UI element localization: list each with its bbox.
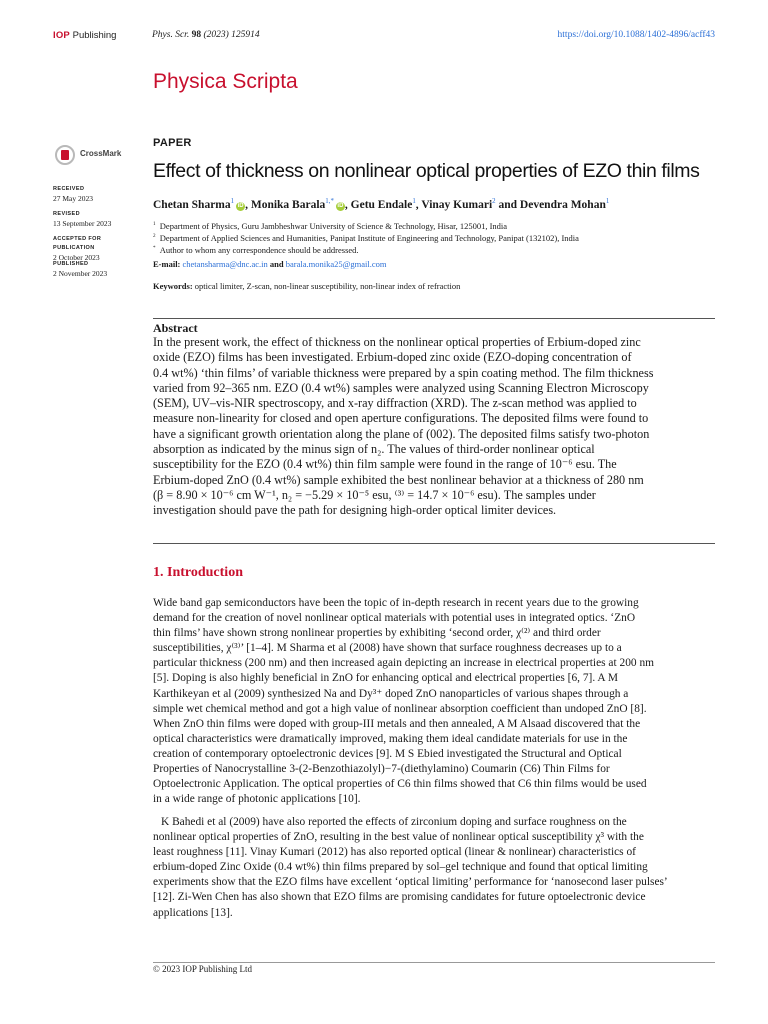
email-line	[153, 259, 715, 269]
abstract-line: (SEM), UV–vis-NIR spectroscopy, and x-ray diffraction (XRD). The z-scan method was applied to	[153, 396, 637, 411]
abstract-line: investigation should pave the path for designing high-order optical limiter devices.	[153, 503, 557, 518]
email-link[interactable]: barala.monika25@gmail.com	[285, 259, 387, 269]
email-link[interactable]: chetansharma@dnc.ac.in	[182, 259, 268, 269]
history-label: ACCEPTED FOR PUBLICATION	[53, 236, 102, 251]
affiliation-text: Author to whom any correspondence should be addressed.	[159, 245, 359, 255]
correspondence-note	[153, 244, 715, 256]
history-date: 2 October 2023	[53, 253, 100, 262]
affiliation-mark[interactable]: 1	[230, 198, 235, 206]
abstract-line: 0.4 wt%) ‘thin films’ of variable thickness were prepared by a spin coating method. The film thickness	[153, 365, 654, 380]
copyright: © 2023 IOP Publishing Ltd	[153, 964, 253, 974]
body-line: optical characteristics were dramatically improved, making them ideal candidate materials for use in the	[153, 732, 628, 745]
body-line: experiments show that the EZO films have excellent ‘optical limiting’ performance for ‘nanosecond laser pulses’	[153, 876, 668, 889]
affiliation-text: Department of Applied Sciences and Humanities, Panipat Institute of Engineering and Technology, Panipat (132102), India	[159, 233, 579, 243]
affiliation-mark: 2	[153, 233, 156, 240]
affiliation-mark[interactable]: 1	[412, 198, 416, 206]
body-line: K Bahedi et al (2009) have also reported the effects of zirconium doping and surface roughness on the	[161, 816, 627, 828]
author-separator: ,	[344, 199, 351, 211]
email-joiner: and	[267, 259, 286, 269]
abstract-line: (β = 8.90 × 10⁻⁶ cm W⁻¹, n₂ = −5.29 × 10⁻⁵ esu, ⁽³⁾ = 14.7 × 10⁻⁶ esu). The samples under	[153, 487, 596, 502]
affiliation-2	[153, 232, 715, 244]
body-line: Karthikeyan et al (2009) synthesized Na and Dy³⁺ doped ZnO nanoparticles of various shapes through a	[153, 687, 629, 700]
body-line: applications [13].	[153, 906, 233, 919]
history-date: 2 November 2023	[53, 269, 108, 278]
affiliation-1	[153, 220, 715, 232]
body-line: nonlinear optical properties of ZnO, resulting in the best value of nonlinear optical susceptibility χ³ with the	[153, 831, 644, 844]
publisher-logo[interactable]	[53, 30, 116, 41]
abstract-bottom-rule	[153, 543, 715, 544]
author-name[interactable]: Getu Endale	[350, 199, 413, 211]
crossmark-badge[interactable]	[53, 143, 123, 167]
abstract-line: Erbium-doped ZnO (0.4 wt%) sample exhibited the best nonlinear behavior at a thickness of 280 nm	[153, 472, 644, 487]
keywords-text: optical limiter, Z-scan, non-linear susceptibility, non-linear index of refraction	[192, 281, 461, 291]
email-label: E-mail:	[153, 259, 181, 269]
author-name[interactable]: Vinay Kumari	[421, 199, 493, 211]
body-line: [12]. Zi-Wen Chen has also shown that EZO films are promising candidates for future optoelectronic device	[153, 891, 646, 904]
history-accepted	[53, 235, 133, 262]
author-list	[153, 199, 715, 211]
abstract-top-rule	[153, 318, 715, 319]
affiliation-mark[interactable]: 1	[605, 198, 610, 206]
affiliation-mark: *	[153, 245, 156, 252]
citation	[152, 30, 260, 40]
body-line: creation of contemporary optoelectronic devices [9]. M S Ebied investigated the Structural and Optical	[153, 747, 622, 760]
body-line: [5]. Doping is also highly beneficial in ZnO for enhancing optical and electrical properties [6, 7]. A M	[153, 672, 618, 685]
body-line: susceptibilities, χ⁽³⁾’ [1–4]. M Sharma et al (2008) have shown that surface roughness decreases up to a	[153, 642, 622, 655]
paper-type: PAPER	[153, 137, 192, 149]
article-title: Effect of thickness on nonlinear optical properties of EZO thin films	[153, 160, 700, 182]
affiliation-text: Department of Physics, Guru Jambheshwar University of Science & Technology, Hisar, 125001, India	[159, 221, 508, 231]
citation-rest: (2023) 125914	[201, 30, 260, 40]
orcid-icon[interactable]: iD	[237, 203, 244, 209]
doi-link[interactable]: https://doi.org/10.1088/1402-4896/acff43	[557, 30, 715, 40]
keywords-line	[153, 281, 715, 291]
author-name[interactable]: Devendra Mohan	[519, 199, 606, 211]
intro-paragraph-2	[153, 815, 715, 921]
affiliation-mark[interactable]: 2	[492, 198, 496, 206]
abstract-line: In the present work, the effect of thickness on the nonlinear optical properties of Erbium-doped zinc	[153, 335, 641, 349]
journal-title[interactable]: Physica Scripta	[153, 70, 298, 93]
publisher-logo-iop: IOP	[53, 30, 70, 41]
crossmark-icon	[55, 145, 75, 165]
intro-paragraph-1	[153, 596, 715, 807]
abstract-line: varied from 92–365 nm. EZO (0.4 wt%) samples were analyzed using Scanning Electron Microscopy	[153, 380, 649, 395]
author-name[interactable]: Chetan Sharma	[153, 199, 231, 211]
history-date: 13 September 2023	[53, 219, 112, 228]
keywords-label: Keywords:	[153, 281, 193, 291]
citation-volume: 98	[191, 30, 202, 40]
history-date: 27 May 2023	[53, 194, 93, 203]
body-line: When ZnO thin films were doped with group-III metals and then annealed, A M Alsaad discovered that the	[153, 717, 641, 730]
body-line: erbium-doped Zinc Oxide (0.4 wt%) thin films prepared by sol–gel technique and found that optical limiting	[153, 861, 648, 874]
publisher-logo-text: Publishing	[69, 30, 117, 41]
body-line: Optoelectronic Application. The optical properties of C6 thin films showed that C6 thin films would be used	[153, 778, 647, 791]
history-received	[53, 185, 133, 203]
affiliation-mark[interactable]: 1,*	[325, 198, 334, 206]
history-label: REVISED	[53, 211, 80, 217]
crossmark-label: CrossMark	[80, 149, 122, 158]
abstract-line: oxide (EZO) films has been investigated. Erbium-doped zinc oxide (EZO-doping concentration of	[153, 350, 632, 365]
body-line: least roughness [11]. Vinay Kumari (2012) has also reported optical (linear & nonlinear) characteristics of	[153, 846, 636, 859]
abstract-line: have a significant growth orientation along the plane of (002). The deposited films satisfy two-photon	[153, 426, 650, 441]
body-line: Properties of Nanocrystalline 3-(2-Benzothiazolyl)−7-(diethylamino) Coumarin (C6) Thin Films for	[153, 763, 610, 776]
citation-journal: Phys. Scr.	[152, 30, 190, 40]
body-line: Wide band gap semiconductors have been the topic of in-depth research in recent years due to the growing	[153, 597, 639, 609]
author-separator: ,	[415, 199, 422, 211]
abstract-line: absorption as indicated by the minus sign of n₂. The values of third-order nonlinear optical	[153, 442, 595, 457]
history-published	[53, 260, 133, 278]
abstract-title: Abstract	[153, 321, 198, 335]
affiliations	[153, 220, 715, 256]
orcid-icon[interactable]: iD	[337, 203, 344, 209]
body-line: simple wet chemical method and got a high value of nonlinear absorption coefficient than undoped ZnO [8].	[153, 702, 647, 715]
body-line: in a wide range of photonic applications [10].	[153, 793, 361, 806]
history-label: PUBLISHED	[53, 261, 89, 267]
author-separator: and	[495, 199, 520, 211]
section-heading-introduction: 1. Introduction	[153, 565, 243, 580]
top-bar	[53, 30, 715, 46]
footer-rule	[153, 962, 715, 963]
author-separator: ,	[245, 199, 251, 211]
abstract-body	[153, 335, 715, 519]
body-line: particular thickness (200 nm) and then increased again depicting an increase in electrical properties at 200 nm	[153, 657, 654, 670]
body-line: demand for the creation of novel nonlinear optical materials with potential uses in integrated optics. ‘ZnO	[153, 612, 636, 625]
body-line: thin films’ have shown strong nonlinear properties by exhibiting ‘second order, χ⁽²⁾ and third order	[153, 627, 601, 640]
affiliation-mark: 1	[153, 221, 156, 228]
abstract-line: susceptibility for the EZO (0.4 wt%) thin film sample were found in the range of 10⁻⁶ esu. The	[153, 457, 617, 472]
history-label: RECEIVED	[53, 186, 85, 192]
author-name[interactable]: Monika Barala	[250, 199, 326, 211]
history-revised	[53, 210, 133, 228]
abstract-line: measure non-linearity for closed and open aperture configurations. The deposited films were found to	[153, 411, 649, 426]
